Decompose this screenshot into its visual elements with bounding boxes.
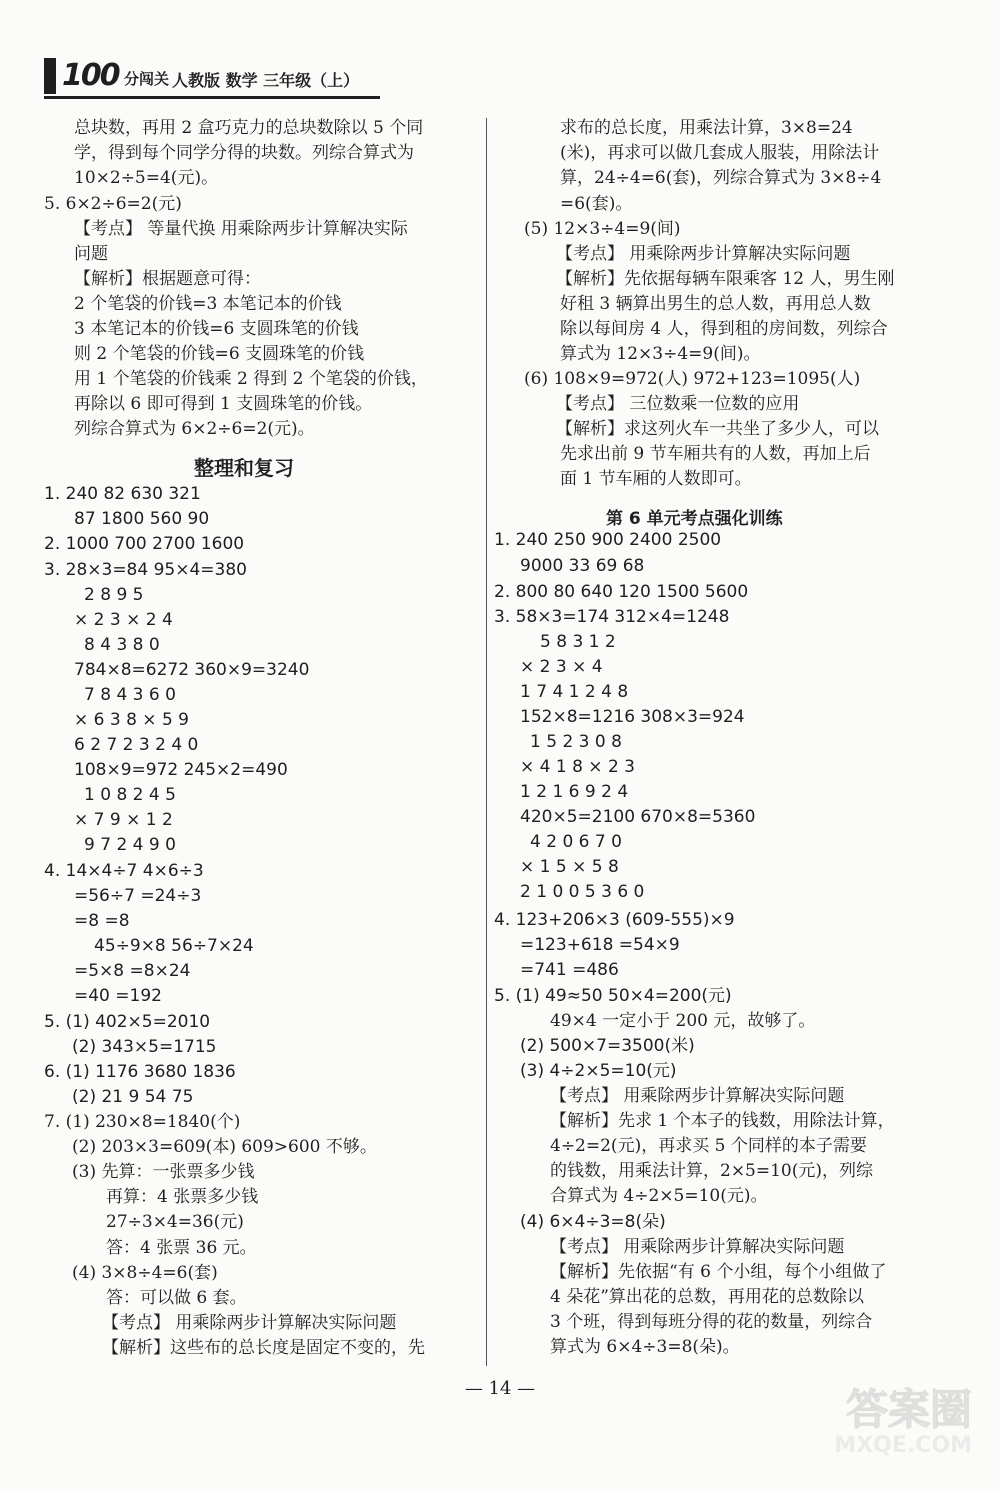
answer-line: 2. 1000 700 2700 1600 <box>44 534 245 554</box>
answer-line: =5×8 =8×24 <box>74 961 191 981</box>
answer-line: 总块数，再用 2 盒巧克力的总块数除以 5 个同 <box>74 118 424 138</box>
watermark <box>792 1377 972 1467</box>
key-point: 【考点】 等量代换 用乘除两步计算解决实际 <box>74 219 408 239</box>
answer-line: (2) 343×5=1715 <box>72 1037 217 1057</box>
answer-line: 108×9=972 245×2=490 <box>74 760 288 780</box>
answer-line: 再算：4 张票多少钱 <box>106 1187 259 1207</box>
page-header <box>44 52 380 102</box>
answer-line: =8 =8 <box>74 911 130 931</box>
vertical-calc: 1 0 8 2 4 5 <box>84 785 176 805</box>
header-rule <box>44 96 380 99</box>
answer-line: 27÷3×4=36(元) <box>106 1212 244 1232</box>
column-divider <box>486 118 487 1366</box>
answer-line: 4 朵花”算出花的总数，再用花的总数除以 <box>550 1287 864 1307</box>
answer-line: 1. 240 82 630 321 <box>44 484 201 504</box>
answer-line: 问题 <box>74 244 108 264</box>
analysis: 【解析】先依据“有 6 个小组，每个小组做了 <box>550 1262 887 1282</box>
watermark-logo: 答案圈 <box>845 1385 972 1434</box>
answer-line: (4) 3×8÷4=6(套) <box>72 1263 218 1283</box>
answer-line: 算，24÷4=6(套)，列综合算式为 3×8÷4 <box>560 168 882 188</box>
answer-line: (3) 先算：一张票多少钱 <box>72 1162 255 1182</box>
vertical-calc: × 1 5 × 5 8 <box>520 857 619 877</box>
answer-line: 4. 14×4÷7 4×6÷3 <box>44 861 204 881</box>
key-point: 【考点】 用乘除两步计算解决实际问题 <box>550 1086 845 1106</box>
answer-line: =741 =486 <box>520 960 619 980</box>
logo-subtitle: 分闯关 <box>124 70 170 88</box>
key-point: 【考点】 用乘除两步计算解决实际问题 <box>550 1237 845 1257</box>
answer-line: 7. (1) 230×8=1840(个) <box>44 1112 241 1132</box>
vertical-calc: 8 4 3 8 0 <box>84 635 160 655</box>
vertical-calc: 5 8 3 1 2 <box>540 632 616 652</box>
analysis: 【解析】先求 1 个本子的钱数，用除法计算， <box>550 1111 895 1131</box>
answer-line: 9000 33 69 68 <box>520 556 645 576</box>
answer-line: =6(套)。 <box>560 194 633 214</box>
answer-line: 87 1800 560 90 <box>74 509 210 529</box>
logo: 100 <box>62 58 119 93</box>
answer-line: (3) 4÷2×5=10(元) <box>520 1061 677 1081</box>
answer-line: 答：可以做 6 套。 <box>106 1288 247 1308</box>
vertical-calc: 9 7 2 4 9 0 <box>84 835 176 855</box>
answer-line: 合算式为 4÷2×5=10(元)。 <box>550 1186 768 1206</box>
vertical-calc: 1 7 4 1 2 4 8 <box>520 682 629 702</box>
answer-line: 的钱数，用乘法计算，2×5=10(元)，列综 <box>550 1161 874 1181</box>
key-point: 【考点】 用乘除两步计算解决实际问题 <box>102 1313 397 1333</box>
analysis: 【解析】求这列火车一共坐了多少人，可以 <box>556 419 879 439</box>
logo-bar <box>44 58 56 94</box>
vertical-calc: 2 8 9 5 <box>84 585 144 605</box>
analysis: 【解析】根据题意可得： <box>74 269 261 289</box>
answer-line: 784×8=6272 360×9=3240 <box>74 660 310 680</box>
vertical-calc: 1 5 2 3 0 8 <box>530 732 622 752</box>
answer-line: (4) 6×4÷3=8(朵) <box>520 1212 666 1232</box>
answer-line: (6) 108×9=972(人) 972+123=1095(人) <box>524 369 861 389</box>
book-title: 人教版 数学 三年级（上） <box>172 71 360 90</box>
answer-line: 好租 3 辆算出男生的总人数，再用总人数 <box>560 294 871 314</box>
answer-line: 152×8=1216 308×3=924 <box>520 707 745 727</box>
answer-line: =56÷7 =24÷3 <box>74 886 202 906</box>
answer-line: 49×4 一定小于 200 元，故够了。 <box>550 1011 816 1031</box>
watermark-url: MXQE.COM <box>834 1433 972 1458</box>
answer-line: (米)，再求可以做几套成人服装，用除法计 <box>560 143 880 163</box>
answer-line: (5) 12×3÷4=9(间) <box>524 219 681 239</box>
section-heading: 第 6 单元考点强化训练 <box>606 509 783 529</box>
answer-line: 3 个班，得到每班分得的花的数量，列综合 <box>550 1312 873 1332</box>
answer-line: =123+618 =54×9 <box>520 935 680 955</box>
vertical-calc: 7 8 4 3 6 0 <box>84 685 176 705</box>
answer-line: 1. 240 250 900 2400 2500 <box>494 530 722 550</box>
page-number: — 14 — <box>464 1378 536 1399</box>
vertical-calc: × 2 3 × 2 4 <box>74 610 173 630</box>
answer-line: 5. (1) 402×5=2010 <box>44 1012 211 1032</box>
answer-line: =40 =192 <box>74 986 162 1006</box>
section-heading: 整理和复习 <box>194 456 294 480</box>
answer-line: 5. 6×2÷6=2(元) <box>44 194 182 214</box>
answer-line: 则 2 个笔袋的价钱=6 支圆珠笔的价钱 <box>74 344 365 364</box>
answer-line: 答：4 张票 36 元。 <box>106 1238 257 1258</box>
vertical-calc: 2 1 0 0 5 3 6 0 <box>520 882 645 902</box>
answer-line: 2. 800 80 640 120 1500 5600 <box>494 582 749 602</box>
answer-line: 用 1 个笔袋的价钱乘 2 得到 2 个笔袋的价钱， <box>74 369 428 389</box>
vertical-calc: 6 2 7 2 3 2 4 0 <box>74 735 199 755</box>
vertical-calc: 4 2 0 6 7 0 <box>530 832 622 852</box>
answer-line: 4. 123+206×3 (609-555)×9 <box>494 910 735 930</box>
answer-line: 3 本笔记本的价钱=6 支圆珠笔的价钱 <box>74 319 359 339</box>
answer-line: 先求出前 9 节车厢共有的人数，再加上后 <box>560 444 871 464</box>
answer-line: 列综合算式为 6×2÷6=2(元)。 <box>74 419 315 439</box>
answer-line: (2) 203×3=609(本) 609>600 不够。 <box>72 1137 377 1157</box>
answer-line: 求布的总长度，用乘法计算，3×8=24 <box>560 118 853 138</box>
vertical-calc: 1 2 1 6 9 2 4 <box>520 782 629 802</box>
vertical-calc: × 7 9 × 1 2 <box>74 810 173 830</box>
answer-line: 3. 28×3=84 95×4=380 <box>44 560 247 580</box>
answer-line: 学，得到每个同学分得的块数。列综合算式为 <box>74 143 414 163</box>
answer-line: 算式为 12×3÷4=9(间)。 <box>560 344 761 364</box>
vertical-calc: × 2 3 × 4 <box>520 657 603 677</box>
answer-line: 3. 58×3=174 312×4=1248 <box>494 607 730 627</box>
answer-line: 算式为 6×4÷3=8(朵)。 <box>550 1337 740 1357</box>
answer-line: 除以每间房 4 人，得到租的房间数，列综合 <box>560 319 888 339</box>
answer-line: 4÷2=2(元)，再求买 5 个同样的本子需要 <box>550 1136 867 1156</box>
key-point: 【考点】 三位数乘一位数的应用 <box>556 394 800 414</box>
analysis: 【解析】这些布的总长度是固定不变的，先 <box>102 1338 425 1358</box>
answer-line: (2) 500×7=3500(米) <box>520 1036 695 1056</box>
key-point: 【考点】 用乘除两步计算解决实际问题 <box>556 244 851 264</box>
answer-line: 10×2÷5=4(元)。 <box>74 168 219 188</box>
vertical-calc: × 4 1 8 × 2 3 <box>520 757 635 777</box>
answer-line: 5. (1) 49≈50 50×4=200(元) <box>494 986 732 1006</box>
answer-line: 6. (1) 1176 3680 1836 <box>44 1062 236 1082</box>
analysis: 【解析】先依据每辆车限乘客 12 人，男生刚 <box>556 269 895 289</box>
answer-line: (2) 21 9 54 75 <box>72 1087 194 1107</box>
answer-line: 420×5=2100 670×8=5360 <box>520 807 756 827</box>
vertical-calc: × 6 3 8 × 5 9 <box>74 710 189 730</box>
answer-line: 再除以 6 即可得到 1 支圆珠笔的价钱。 <box>74 394 373 414</box>
answer-line: 45÷9×8 56÷7×24 <box>94 936 254 956</box>
answer-line: 2 个笔袋的价钱=3 本笔记本的价钱 <box>74 294 342 314</box>
answer-line: 面 1 节车厢的人数即可。 <box>560 469 752 489</box>
